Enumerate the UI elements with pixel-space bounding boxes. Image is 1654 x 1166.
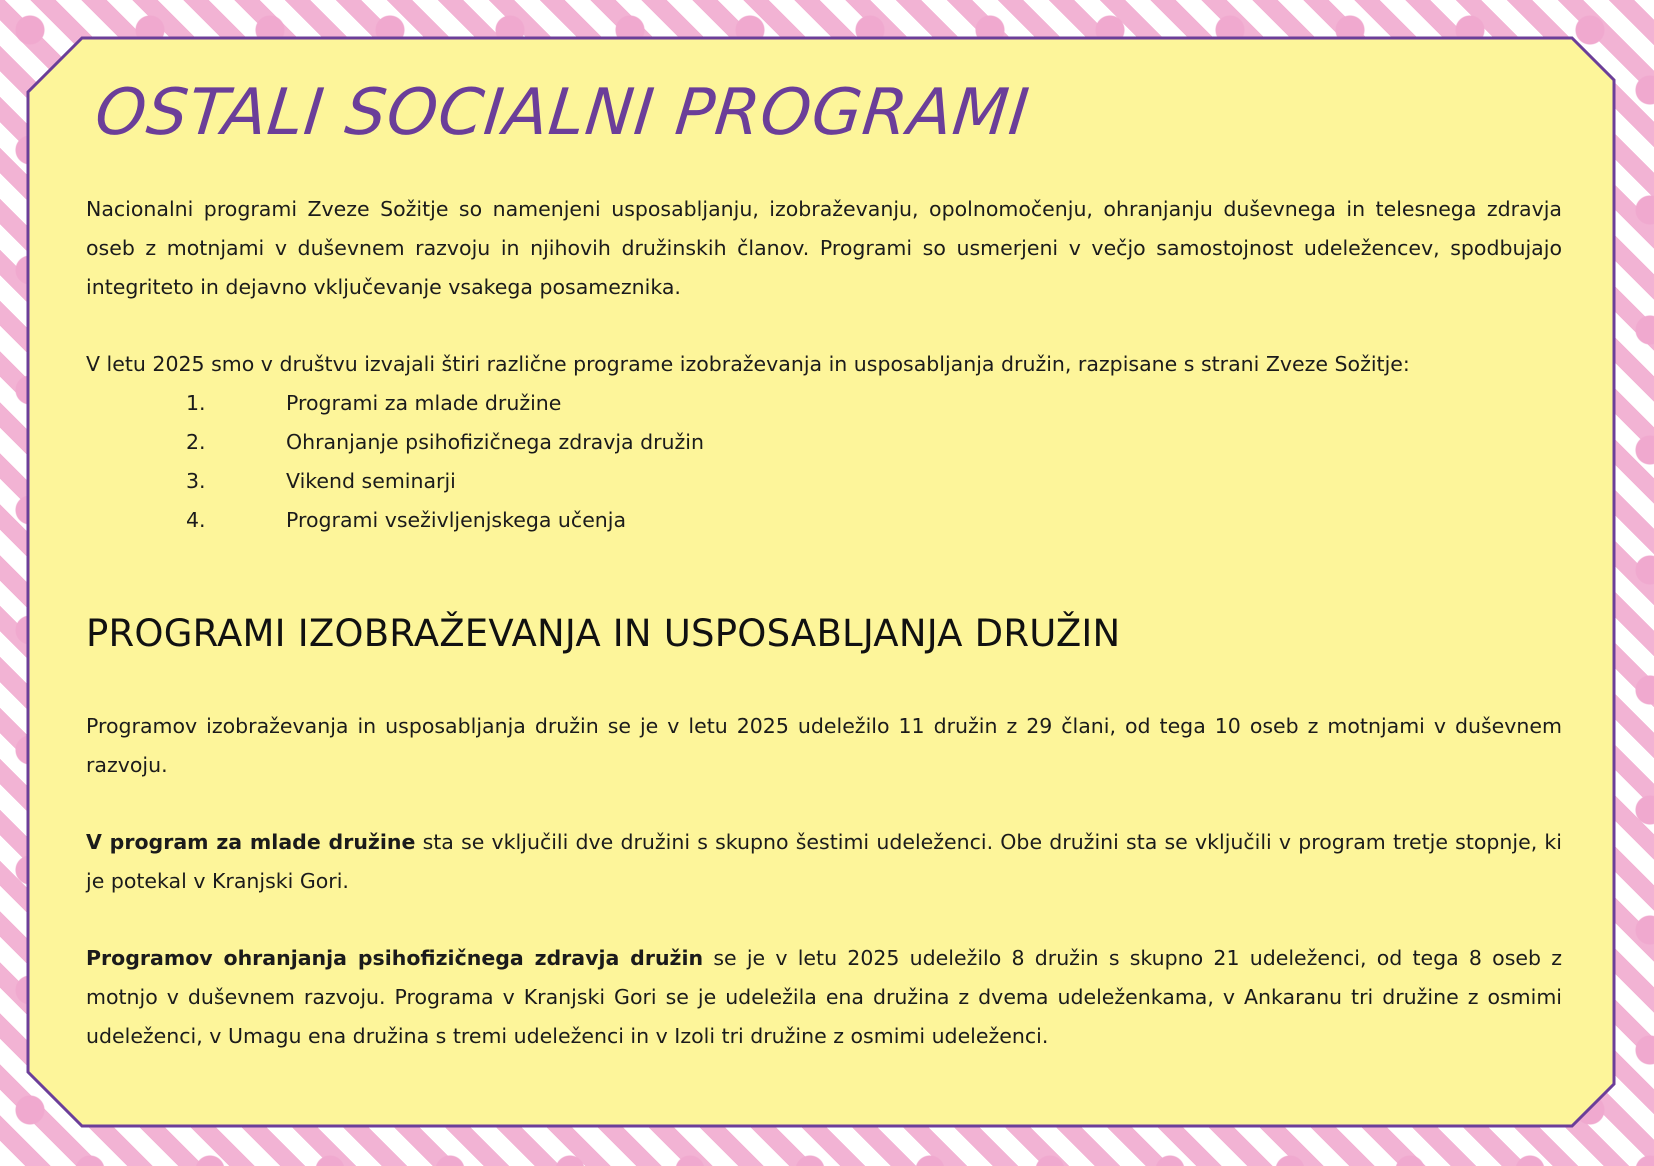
list-item-label: Programi vseživljenjskega učenja <box>286 508 627 533</box>
young-families-paragraph <box>86 823 1562 901</box>
list-item-number: 2. <box>186 430 206 455</box>
section-heading: PROGRAMI IZOBRAŽEVANJA IN USPOSABLJANJA DRUŽIN <box>86 612 1121 656</box>
list-item-label: Programi za mlade družine <box>286 391 562 416</box>
list-item <box>186 423 1562 462</box>
list-item <box>186 462 1562 501</box>
program-list <box>86 384 1562 540</box>
health-text: se je v letu 2025 udeležilo 8 družin s skupno 21 udeleženci, od tega 8 oseb z motnjo v duševnem razvoju. Programa v Kranjski Gori se je udeležila ena družina z dvema udeleženkama, v Ankaranu tri družine z osmimi udeleženci, v Umagu ena družina s tremi udeleženci in v Izoli tri družine z osmimi udeleženci. <box>86 945 1562 1048</box>
page-title: OSTALI SOCIALNI PROGRAMI <box>91 76 1033 150</box>
programs-intro-paragraph: V letu 2025 smo v društvu izvajali štiri različne programe izobraževanja in usposabljanja družin, razpisane s strani Zveze Sožitje: <box>86 352 1410 377</box>
list-item-label: Ohranjanje psihofizičnega zdravja družin <box>286 430 704 455</box>
young-families-bold: V program za mlade družine <box>86 829 416 854</box>
list-item-number: 1. <box>186 391 206 416</box>
list-item-label: Vikend seminarji <box>286 469 456 494</box>
list-item <box>186 384 1562 423</box>
list-item-number: 3. <box>186 469 206 494</box>
young-families-text: sta se vključili dve družini s skupno šestimi udeleženci. Obe družini sta se vključili v program tretje stopnje, ki je potekal v Kranjski Gori. <box>86 829 1562 893</box>
summary-paragraph: Programov izobraževanja in usposabljanja družin se je v letu 2025 udeležilo 11 družin z 29 člani, od tega 10 oseb z motnjami v duševnem razvoju. <box>86 713 1562 777</box>
health-paragraph <box>86 939 1562 1056</box>
page-content <box>86 78 1562 1056</box>
health-bold: Programov ohranjanja psihofizičnega zdravja družin <box>86 945 704 970</box>
list-item <box>186 501 1562 540</box>
intro-paragraph: Nacionalni programi Zveze Sožitje so namenjeni usposabljanju, izobraževanju, opolnomočenju, ohranjanju duševnega in telesnega zdravja oseb z motnjami v duševnem razvoju in njihovih družinskih članov. Programi so usmerjeni v večjo samostojnost udeležencev, spodbujajo integriteto in dejavno vključevanje vsakega posameznika. <box>86 197 1562 300</box>
list-item-number: 4. <box>186 508 206 533</box>
